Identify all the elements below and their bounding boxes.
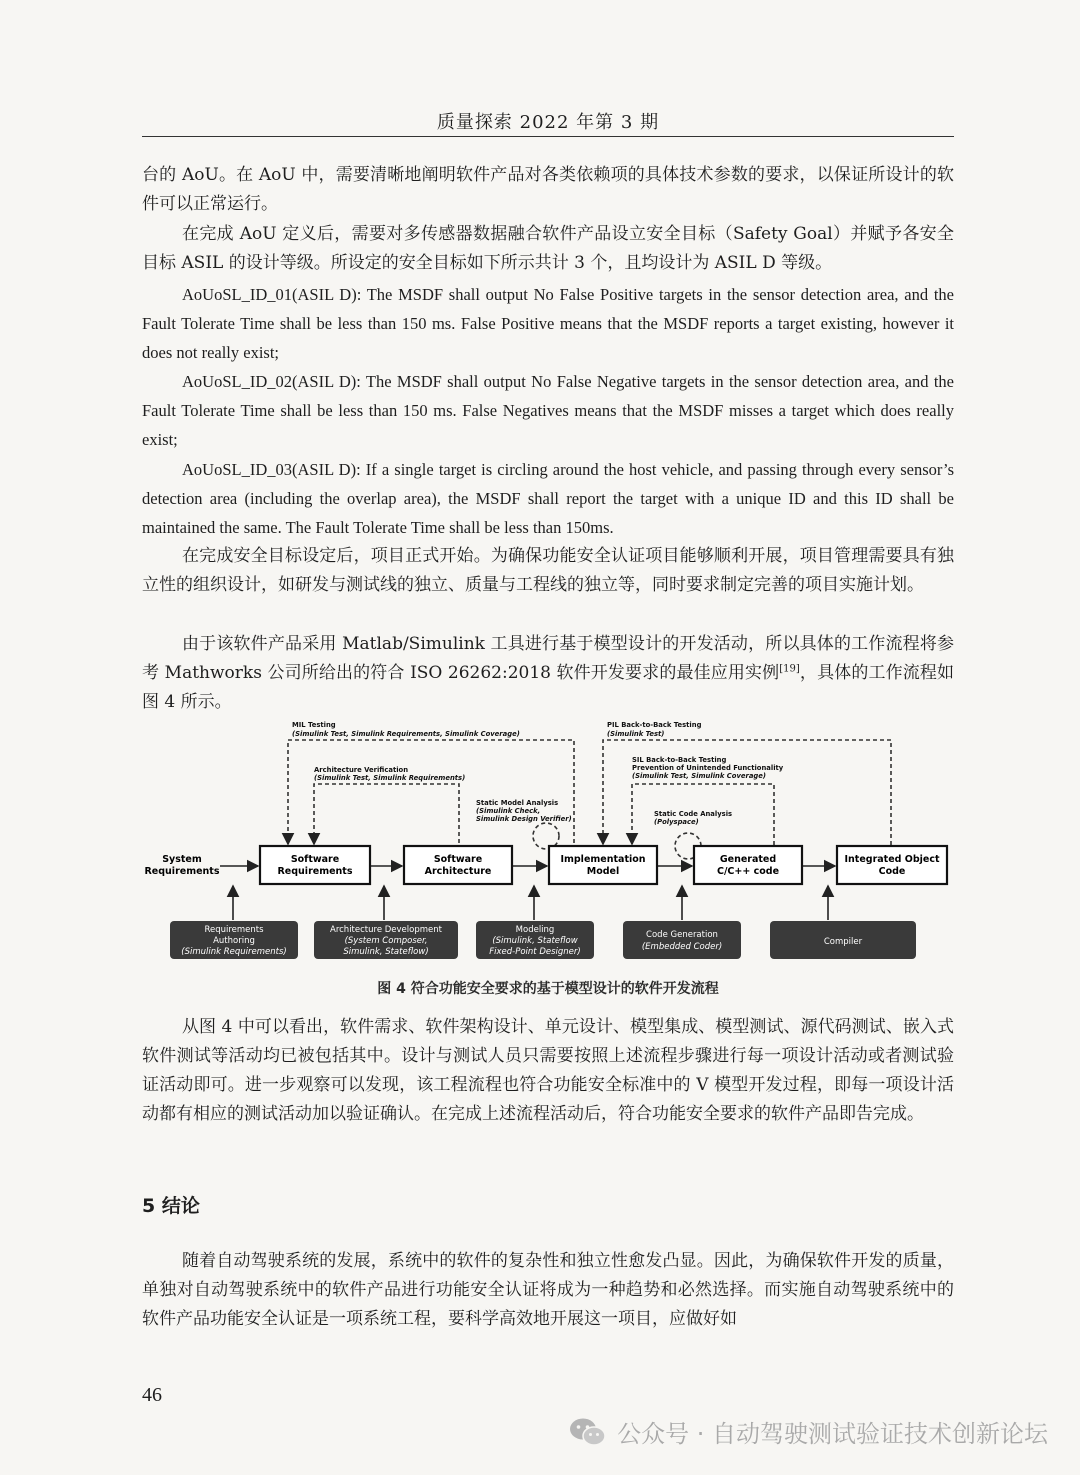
tool-modeling [476, 921, 594, 959]
stage-label-1: Software [290, 854, 340, 865]
sil-label-2: Prevention of Unintended Functionality [632, 764, 784, 772]
stage-label-1: Software [433, 854, 483, 865]
paragraph-text: 台的 AoU。在 AoU 中，需要清晰地阐明软件产品对各类依赖项的具体技术参数的要求，以保证所设计的软件可以正常运行。 [142, 165, 954, 214]
mil-label-2: (Simulink Test, Simulink Requirements, Simulink Coverage) [292, 730, 520, 738]
stage-software-requirements [260, 846, 370, 884]
paragraph-conclusion [142, 1247, 954, 1334]
stage-label-2: Code [878, 866, 906, 877]
tool-label-3: Simulink, Stateflow) [343, 947, 429, 957]
tool-compiler [770, 921, 916, 959]
stage-label-2: Model [586, 866, 620, 877]
paragraph-text: 随着自动驾驶系统的发展，系统中的软件的复杂性和独立性愈发凸显。因此，为确保软件开发的质量，单独对自动驾驶系统中的软件产品进行功能安全认证将成为一种趋势和必然选择。而实施自动驾驶系统中的软件产品功能安全认证是一项系统工程，要科学高效地开展这一项目，应做好如 [142, 1251, 954, 1329]
tool-architecture-development [314, 921, 458, 959]
paragraph-text-a: 由于该软件产品采用 Matlab/Simulink 工具进行基于模型设计的开发活动，所以具体的工作流程将参考 Mathworks 公司所给出的符合 ISO 26262:2018 软件开发要求的最佳应用实例 [142, 634, 954, 683]
paragraph-text: AoUoSL_ID_02(ASIL D): The MSDF shall output No False Negative targets in the sensor detection area, and the Fault Tolerate Time shall be less than 150 ms. False Negatives means that the MSDF misses a target which does really exist; [142, 372, 954, 449]
section-heading: 5 结论 [142, 1195, 200, 1217]
paragraph-text: 在完成 AoU 定义后，需要对多传感器数据融合软件产品设立安全目标（Safety Goal）并赋予各安全目标 ASIL 的设计等级。所设定的安全目标如下所示共计 3 个，且均设计为 ASIL D 等级。 [142, 224, 954, 273]
stage-label-1: Integrated Object [844, 854, 940, 865]
tool-label-1: Architecture Development [330, 925, 442, 935]
page-number: 46 [142, 1384, 162, 1406]
sma-label-1: Static Model Analysis [476, 799, 559, 807]
tool-label-2: (System Composer, [344, 936, 428, 946]
input-label-1: System [162, 854, 202, 865]
stage-label-2: Requirements [277, 866, 353, 877]
sca-label-1: Static Code Analysis [654, 810, 733, 818]
sca-label-2: (Polyspace) [654, 818, 699, 826]
tool-label-1: Modeling [515, 925, 555, 935]
sma-label-2: (Simulink Check, [476, 807, 541, 815]
tool-label-2: Authoring [213, 936, 255, 946]
tool-label-1: Compiler [823, 937, 863, 947]
stage-implementation-model [549, 846, 657, 884]
stage-label-2: C/C++ code [716, 866, 780, 877]
arch-verification-path [314, 784, 459, 850]
paragraph-goal-3 [142, 455, 954, 542]
figure-4-workflow-diagram [142, 716, 954, 972]
arch-label-1: Architecture Verification [314, 766, 409, 774]
sil-label-3: (Simulink Test, Simulink Coverage) [632, 772, 766, 780]
stage-label-1: Generated [719, 854, 777, 865]
tool-requirements-authoring [170, 921, 298, 959]
pil-label-2: (Simulink Test) [607, 730, 665, 738]
paragraph-text: AoUoSL_ID_01(ASIL D): The MSDF shall output No False Positive targets in the sensor detection area, and the Fault Tolerate Time shall be less than 150 ms. False Positive means that the MSDF reports a target existing, however it does not really exist; [142, 285, 954, 362]
tool-label-2: (Embedded Coder) [641, 942, 723, 952]
tool-label-1: Requirements [204, 925, 264, 935]
input-label-2: Requirements [144, 866, 220, 877]
paragraph-text [142, 630, 954, 717]
paragraph-figure-analysis [142, 1013, 954, 1129]
arch-label-2: (Simulink Test, Simulink Requirements) [314, 774, 466, 782]
paragraph-aou [142, 161, 954, 219]
mil-testing-path [288, 740, 574, 850]
pil-label-1: PIL Back-to-Back Testing [607, 721, 702, 729]
tool-label-3: (Simulink Requirements) [181, 947, 287, 957]
sma-label-3: Simulink Design Verifier) [476, 815, 572, 823]
stage-label-1: Implementation [560, 854, 646, 865]
paragraph-workflow [142, 630, 954, 717]
paragraph-goal-2 [142, 367, 954, 454]
paragraph-safety-goal [142, 220, 954, 278]
tool-label-3: Fixed-Point Designer) [489, 947, 581, 957]
wechat-icon [569, 1417, 607, 1447]
paragraph-text: AoUoSL_ID_03(ASIL D): If a single target is circling around the host vehicle, and passing through every sensor’s detection area (including the overlap area), the MSDF shall report the target with a unique ID and this ID shall be maintained the same. The Fault Tolerate Time shall be less than 150ms. [142, 460, 954, 537]
paragraph-text: 从图 4 中可以看出，软件需求、软件架构设计、单元设计、模型集成、模型测试、源代码测试、嵌入式软件测试等活动均已被包括其中。设计与测试人员只需要按照上述流程步骤进行每一项设计活动或者测试验证活动即可。进一步观察可以发现，该工程流程也符合功能安全标准中的 V 模型开发过程，即每一项设计活动都有相应的测试活动加以验证确认。在完成上述流程活动后，符合功能安全要求的软件产品即告完成。 [142, 1017, 954, 1124]
paragraph-text-b: ，具体的工作流程如图 4 所示。 [142, 663, 954, 712]
citation-ref: [19] [779, 663, 800, 675]
stage-integrated-object-code [837, 846, 947, 884]
stage-generated-code [694, 846, 802, 884]
mil-label-1: MIL Testing [292, 721, 336, 729]
stage-label-2: Architecture [424, 866, 492, 877]
paragraph-project-start [142, 542, 954, 600]
stage-software-architecture [404, 846, 512, 884]
running-header: 质量探索 2022 年第 3 期 [436, 112, 660, 133]
tool-code-generation [623, 921, 741, 959]
header-rule [142, 136, 954, 137]
paragraph-goal-1 [142, 280, 954, 367]
figure-caption: 图 4 符合功能安全要求的基于模型设计的软件开发流程 [377, 981, 719, 997]
sil-label-1: SIL Back-to-Back Testing [632, 756, 727, 764]
watermark [569, 1414, 1048, 1449]
watermark-text: 公众号 · 自动驾驶测试验证技术创新论坛 [617, 1420, 1048, 1448]
paragraph-text: 在完成安全目标设定后，项目正式开始。为确保功能安全认证项目能够顺利开展，项目管理需要具有独立性的组织设计，如研发与测试线的独立、质量与工程线的独立等，同时要求制定完善的项目实施计划。 [142, 546, 954, 595]
tool-label-1: Code Generation [646, 930, 718, 940]
tool-label-2: (Simulink, Stateflow [492, 936, 578, 946]
